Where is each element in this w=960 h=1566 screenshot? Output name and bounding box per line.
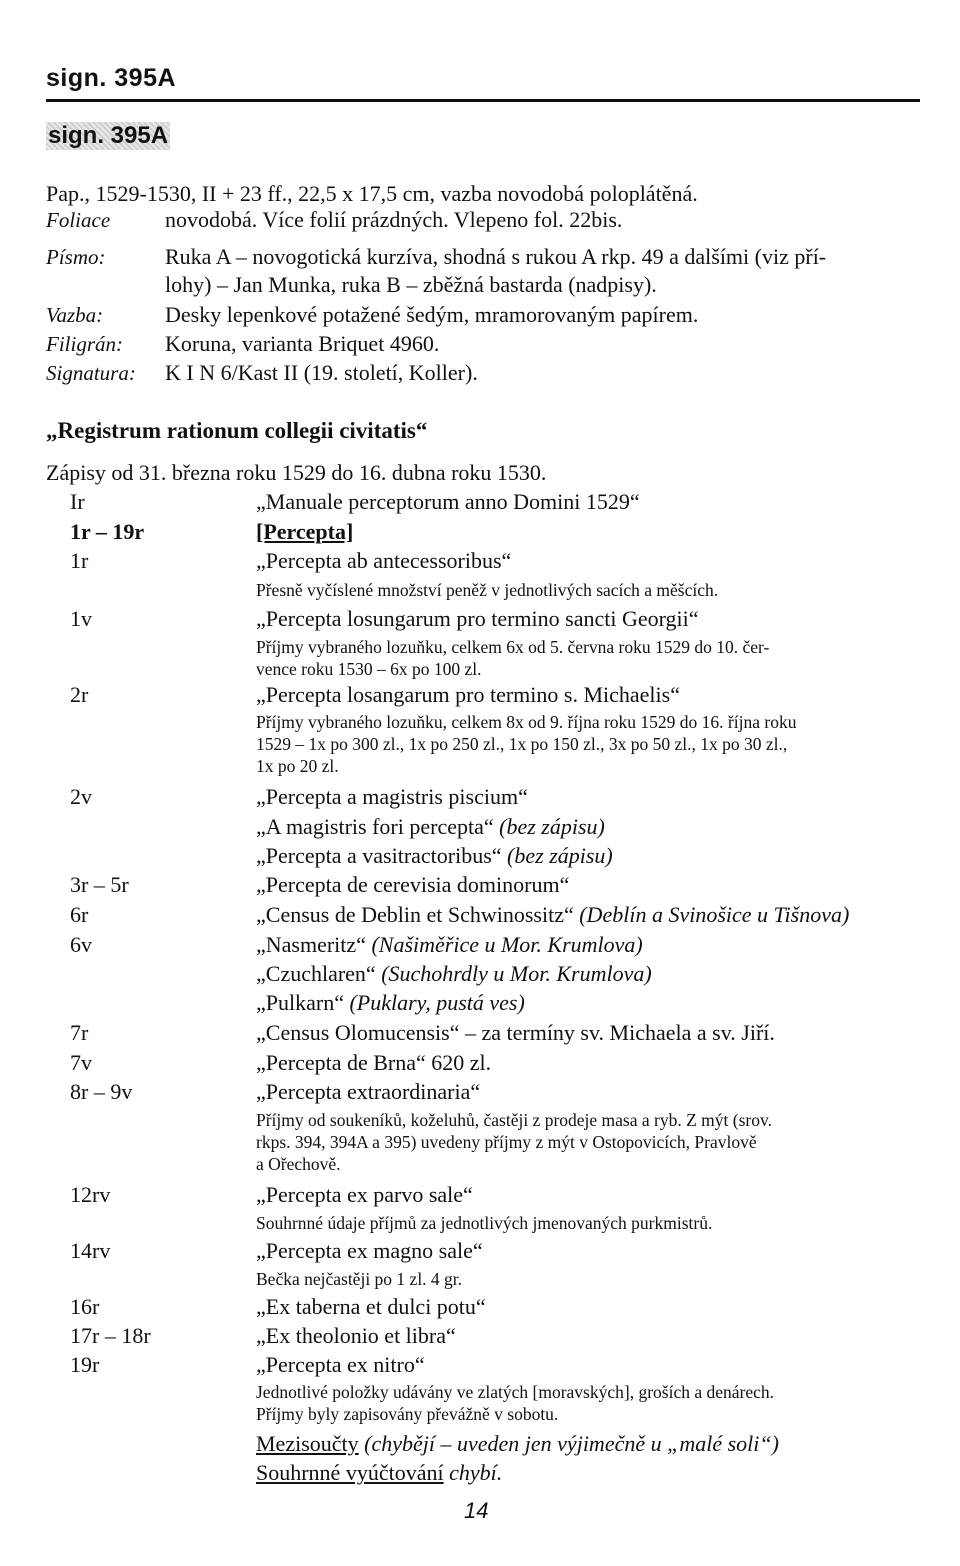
header-rule (46, 99, 920, 102)
entry-text: „Percepta losangarum pro termino s. Michaelis“ (256, 682, 680, 707)
meta-value-signatura: K I N 6/Kast II (19. století, Koller). (165, 360, 478, 385)
meta-label-vazba: Vazba: (46, 303, 104, 327)
folio-label: 7v (70, 1050, 92, 1075)
closing-heading: Mezisoučty (256, 1431, 359, 1456)
entry-section-heading: [Percepta] (256, 519, 354, 544)
entry-annotation: (Puklary, pustá ves) (349, 990, 525, 1015)
note-line: Bečka nejčastěji po 1 zl. 4 gr. (256, 1269, 463, 1289)
folio-label: 14rv (70, 1238, 111, 1263)
page-number: 14 (464, 1498, 489, 1523)
entry-text: „Percepta losungarum pro termino sancti Georgii“ (256, 606, 699, 631)
folio-label: 1r (70, 548, 89, 573)
meta-label-signatura: Signatura: (46, 361, 136, 385)
closing-annotation: chybí. (449, 1460, 503, 1485)
meta-label-pismo: Písmo: (46, 245, 106, 269)
folio-label: 12rv (70, 1182, 111, 1207)
entry-text: „Percepta de cerevisia dominorum“ (256, 872, 570, 897)
entry-line (256, 902, 849, 928)
entry-note (256, 1381, 774, 1425)
meta-value-filigran: Koruna, varianta Briquet 4960. (165, 331, 440, 356)
entry-note (256, 636, 769, 680)
entry-text: „Ex theolonio et libra“ (256, 1323, 456, 1348)
closing-line (256, 1460, 502, 1486)
entry-text: „Percepta de Brna“ 620 zl. (256, 1050, 492, 1075)
entry-line (256, 843, 613, 869)
entry-annotation: (Deblín a Svinošice u Tišnova) (579, 902, 850, 927)
meta-value-pismo-cont: lohy) – Jan Munka, ruka B – zběžná bastarda (nadpisy). (165, 272, 657, 297)
entry-note (256, 579, 718, 601)
entry-text: „Percepta ex parvo sale“ (256, 1182, 473, 1207)
entry-text: „Percepta ex nitro“ (256, 1352, 425, 1377)
entry-note (256, 1109, 772, 1175)
entry-text: „Ex taberna et dulci potu“ (256, 1294, 486, 1319)
folio-label: 16r (70, 1294, 100, 1319)
entry-note (256, 711, 796, 777)
entry-text: „Nasmeritz“ (256, 932, 366, 957)
entry-text: „Percepta a magistris piscium“ (256, 784, 528, 809)
folio-label: 2r (70, 682, 89, 707)
note-line: Příjmy od soukeníků, koželuhů, častěji z prodeje masa a ryb. Z mýt (srov. (256, 1110, 772, 1130)
entry-text: „Percepta a vasitractoribus“ (256, 843, 502, 868)
note-line: vence roku 1530 – 6x po 100 zl. (256, 659, 482, 679)
folio-label: 8r – 9v (70, 1079, 133, 1104)
closing-annotation: (chybějí – uveden jen výjimečně u „malé soli“) (364, 1431, 779, 1456)
folio-label: 6v (70, 932, 92, 957)
folio-label: 6r (70, 902, 89, 927)
note-line: Příjmy vybraného lozuňku, celkem 6x od 5. června roku 1529 do 10. čer- (256, 637, 770, 657)
entry-annotation: (Našiměřice u Mor. Krumlova) (371, 932, 643, 957)
entry-text: „A magistris fori percepta“ (256, 814, 494, 839)
entry-note (256, 1212, 712, 1234)
document-header: sign. 395A (46, 64, 177, 92)
folio-label: 1r – 19r (70, 519, 145, 544)
entry-text: „Percepta ex magno sale“ (256, 1238, 483, 1263)
meta-label-filigran: Filigrán: (46, 332, 123, 356)
entry-text: „Census Olomucensis“ – za termíny sv. Michaela a sv. Jiří. (256, 1020, 775, 1045)
entry-text: „Pulkarn“ (256, 990, 344, 1015)
closing-heading: Souhrnné vyúčtování (256, 1460, 444, 1485)
meta-label-foliace: Foliace (46, 208, 111, 232)
entry-line (256, 932, 643, 958)
entry-annotation: (Suchohrdly u Mor. Krumlova) (381, 961, 652, 986)
entry-text: „Manuale perceptorum anno Domini 1529“ (256, 489, 640, 514)
note-line: Přesně vyčíslené množství peněž v jednotlivých sacích a měšcích. (256, 580, 719, 600)
note-line: a Ořechově. (256, 1154, 341, 1174)
note-line: Jednotlivé položky udávány ve zlatých [moravských], groších a denárech. (256, 1382, 775, 1402)
entry-line (256, 814, 605, 840)
note-line: Příjmy vybraného lozuňku, celkem 8x od 9. října roku 1529 do 16. října roku (256, 712, 797, 732)
entry-text: „Percepta extraordinaria“ (256, 1079, 481, 1104)
section-signature-label: sign. 395A (48, 122, 169, 149)
folio-label: 2v (70, 784, 92, 809)
meta-value-foliace: novodobá. Více folií prázdných. Vlepeno fol. 22bis. (165, 207, 623, 232)
folio-label: 7r (70, 1020, 89, 1045)
folio-label: 19r (70, 1352, 100, 1377)
entry-annotation: (bez zápisu) (499, 814, 605, 839)
entry-line (256, 961, 652, 987)
entry-text: „Census de Deblin et Schwinossitz“ (256, 902, 574, 927)
entry-line (256, 990, 525, 1016)
note-line: 1x po 20 zl. (256, 756, 339, 776)
entry-annotation: (bez zápisu) (507, 843, 613, 868)
entry-text: „Czuchlaren“ (256, 961, 376, 986)
record-dates: Zápisy od 31. března roku 1529 do 16. dubna roku 1530. (46, 460, 547, 485)
folio-label: 3r – 5r (70, 872, 129, 897)
note-line: Příjmy byly zapisovány převážně v sobotu. (256, 1404, 559, 1424)
note-line: Souhrnné údaje příjmů za jednotlivých jmenovaných purkmistrů. (256, 1213, 713, 1233)
record-title: „Registrum rationum collegii civitatis“ (46, 418, 428, 443)
entry-text: „Percepta ab antecessoribus“ (256, 548, 512, 573)
folio-label: 17r – 18r (70, 1323, 151, 1348)
note-line: rkps. 394, 394A a 395) uvedeny příjmy z mýt v Ostopovicích, Pravlově (256, 1132, 757, 1152)
note-line: 1529 – 1x po 300 zl., 1x po 250 zl., 1x po 150 zl., 3x po 50 zl., 1x po 30 zl., (256, 734, 788, 754)
entry-note (256, 1268, 462, 1290)
physical-description: Pap., 1529-1530, II + 23 ff., 22,5 x 17,5 cm, vazba novodobá poloplátěná. (46, 181, 698, 206)
meta-value-pismo: Ruka A – novogotická kurzíva, shodná s rukou A rkp. 49 a dalšími (viz pří- (165, 244, 827, 269)
closing-line (256, 1431, 779, 1457)
meta-value-vazba: Desky lepenkové potažené šedým, mramorovaným papírem. (165, 302, 699, 327)
folio-label: Ir (70, 489, 85, 514)
folio-label: 1v (70, 606, 92, 631)
